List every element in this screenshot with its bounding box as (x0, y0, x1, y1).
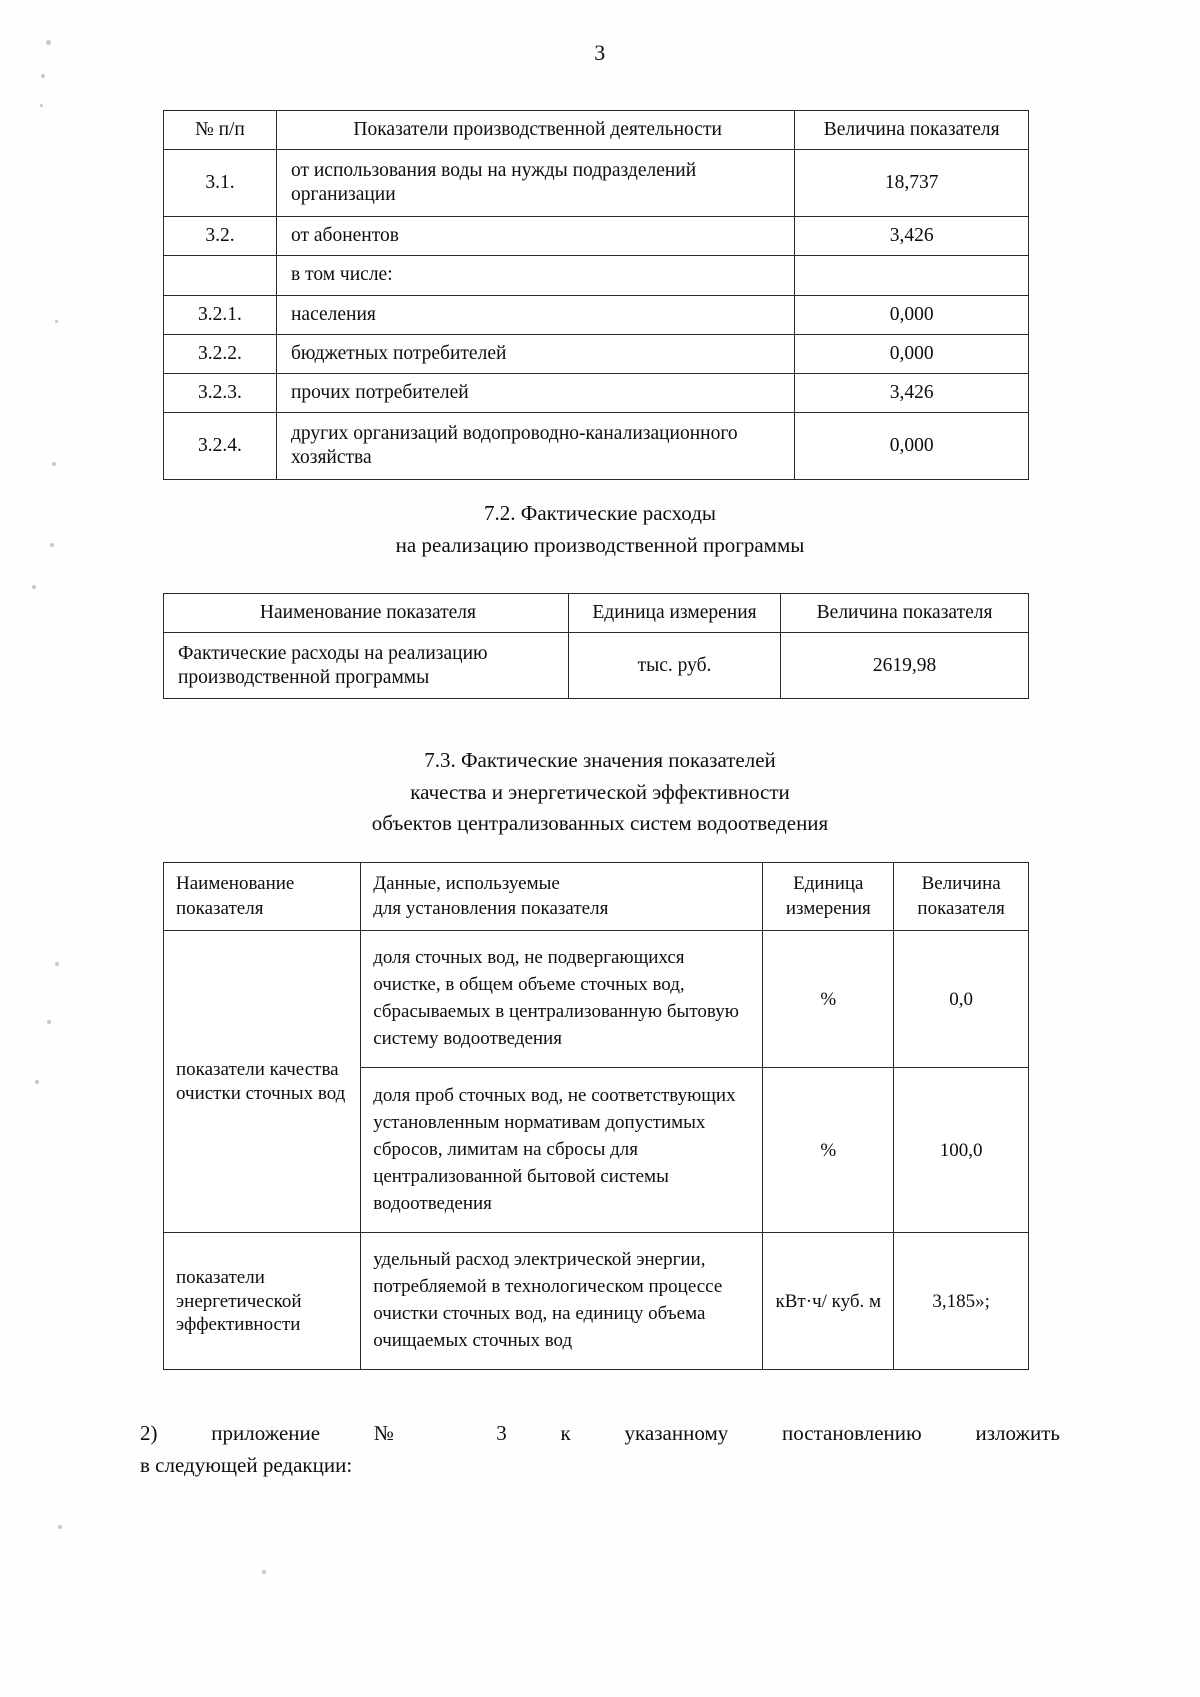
row-value: 100,0 (894, 1068, 1029, 1233)
row-data-text: удельный расход электрической энергии, потребляемой в технологическом процессе очистки сточных вод, на единицу объема очищаемых сточных вод (361, 1233, 763, 1370)
header-line: для установления показателя (373, 897, 609, 919)
scan-speckle (55, 320, 58, 323)
column-header-indicator-name (164, 863, 361, 931)
scan-speckle (55, 962, 59, 966)
row-value: 18,737 (795, 150, 1029, 217)
row-value: 0,000 (795, 334, 1029, 373)
scan-speckle (35, 1080, 39, 1084)
section-heading-7-2 (0, 498, 1200, 561)
row-label: других организаций водопроводно-канализационного хозяйства (276, 413, 794, 480)
row-index: 3.2.4. (164, 413, 277, 480)
row-unit: % (763, 931, 894, 1068)
page-number: 3 (594, 40, 606, 65)
table-row (164, 217, 1029, 256)
heading-line: на реализацию производственной программы (395, 532, 805, 557)
row-index: 3.2.3. (164, 373, 277, 412)
row-value: 2619,98 (781, 633, 1029, 699)
column-header-indicator: Показатели производственной деятельности (276, 111, 794, 150)
row-index: 3.2.2. (164, 334, 277, 373)
row-value: 3,185»; (894, 1233, 1029, 1370)
header-line: Величина (921, 873, 1001, 894)
row-value (795, 256, 1029, 295)
row-label: населения (276, 295, 794, 334)
header-line: показателя (917, 897, 1005, 919)
row-index (164, 256, 277, 295)
column-header-unit (763, 863, 894, 931)
paragraph-line: в следующей редакции: (140, 1452, 353, 1477)
row-label: Фактические расходы на реализацию производственной программы (164, 633, 569, 699)
column-header-data-used (361, 863, 763, 931)
row-index: 3.2. (164, 217, 277, 256)
scan-speckle (32, 585, 36, 589)
quality-energy-efficiency-table (163, 862, 1029, 1370)
scan-speckle (47, 1020, 51, 1024)
section-heading-7-3 (0, 745, 1200, 840)
row-data-text: доля проб сточных вод, не соответствующих установленным нормативам допустимых сбросов, лимитам на сбросы для централизованной бытовой системы водоотведения (361, 1068, 763, 1233)
actual-expenses-table (163, 593, 1029, 699)
table-row (164, 373, 1029, 412)
heading-line: 7.3. Фактические значения показателей (424, 748, 776, 772)
column-header-value (894, 863, 1029, 931)
row-value: 0,000 (795, 413, 1029, 480)
scan-speckle (40, 104, 43, 107)
row-index: 3.2.1. (164, 295, 277, 334)
row-label: в том числе: (276, 256, 794, 295)
header-line: Данные, используемые (373, 873, 560, 894)
header-line: Единица (793, 873, 864, 894)
row-index: 3.1. (164, 150, 277, 217)
heading-line: 7.2. Фактические расходы (484, 501, 716, 525)
paragraph-line: 2) приложение № 3 к указанному постановлению изложить (140, 1421, 1060, 1445)
column-header-unit: Единица измерения (568, 594, 780, 633)
table-row (164, 150, 1029, 217)
row-value: 3,426 (795, 373, 1029, 412)
table-row (164, 1233, 1029, 1370)
table-header-row (164, 863, 1029, 931)
scan-speckle (52, 462, 56, 466)
row-label: бюджетных потребителей (276, 334, 794, 373)
header-line: Наименование (176, 873, 295, 894)
column-header-value: Величина показателя (781, 594, 1029, 633)
column-header-number: № п/п (164, 111, 277, 150)
row-value: 0,000 (795, 295, 1029, 334)
table-row (164, 334, 1029, 373)
row-group-label: показатели энергетической эффективности (164, 1233, 361, 1370)
table-header-row (164, 594, 1029, 633)
heading-line: объектов централизованных систем водоотведения (371, 811, 829, 835)
header-line: показателя (176, 897, 264, 919)
row-label: от абонентов (276, 217, 794, 256)
row-group-label: показатели качества очистки сточных вод (164, 931, 361, 1233)
heading-line: качества и энергетической эффективности (410, 779, 790, 804)
scan-speckle (262, 1570, 266, 1574)
column-header-value: Величина показателя (795, 111, 1029, 150)
closing-paragraph (140, 1418, 1060, 1481)
column-header-indicator-name: Наименование показателя (164, 594, 569, 633)
table-row (164, 295, 1029, 334)
row-unit: % (763, 1068, 894, 1233)
table-row (164, 413, 1029, 480)
scan-speckle (41, 74, 45, 78)
row-unit: кВт·ч/ куб. м (763, 1233, 894, 1370)
table-row (164, 931, 1029, 1068)
row-unit: тыс. руб. (568, 633, 780, 699)
row-label: прочих потребителей (276, 373, 794, 412)
row-value: 0,0 (894, 931, 1029, 1068)
header-line: измерения (785, 897, 871, 919)
table-row (164, 633, 1029, 699)
table-row (164, 256, 1029, 295)
row-label: от использования воды на нужды подразделений организации (276, 150, 794, 217)
scan-speckle (58, 1525, 62, 1529)
production-indicators-table (163, 110, 1029, 480)
row-data-text: доля сточных вод, не подвергающихся очистке, в общем объеме сточных вод, сбрасываемых в централизованную бытовую систему водоотведения (361, 931, 763, 1068)
table-header-row (164, 111, 1029, 150)
row-value: 3,426 (795, 217, 1029, 256)
